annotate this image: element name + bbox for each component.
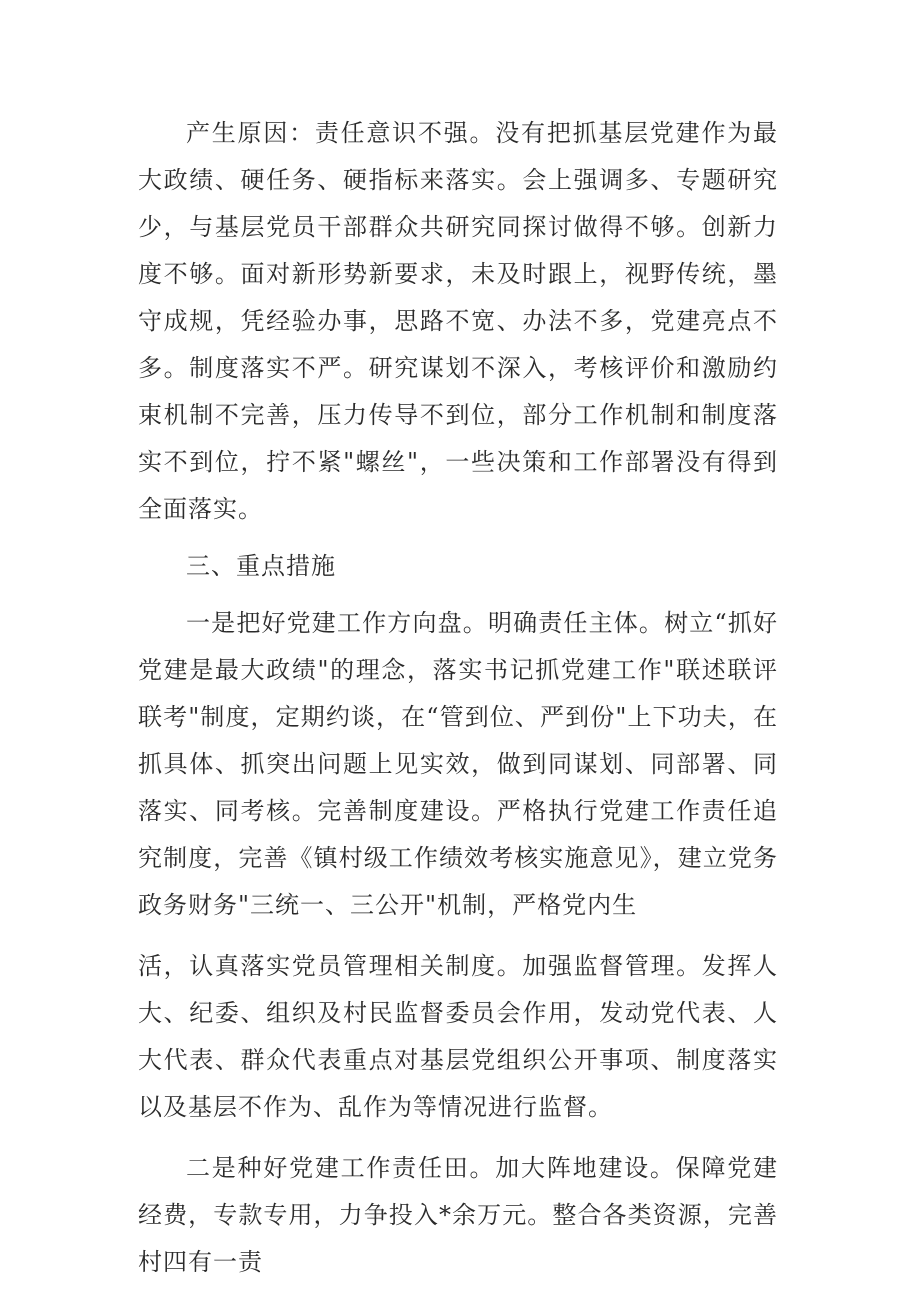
paragraph-measure-two: 二是种好党建工作责任田。加大阵地建设。保障党建经费，专款专用，力争投入*余万元。整合各类资源，完善村四有一责 [138, 1154, 778, 1276]
paragraph-measure-one: 一是把好党建工作方向盘。明确责任主体。树立“抓好党建是最大政绩"的理念，落实书记抓党建工作"联述联评联考"制度，定期约谈，在“管到位、严到份"上下功夫，在抓具体、抓突出问题上见实效，做到同谋划、同部署、同落实、同考核。完善制度建设。严格执行党建工作责任追究制度，完善《镇村级工作绩效考核实施意见》，建立党务政务财务"三统一、三公开"机制，严格党内生 [138, 609, 778, 919]
document-body [138, 110, 778, 1286]
paragraph-causes: 产生原因：责任意识不强。没有把抓基层党建作为最大政绩、硬任务、硬指标来落实。会上强调多、专题研究少，与基层党员干部群众共研究同探讨做得不够。创新力度不够。面对新形势新要求，未及时跟上，视野传统，墨守成规，凭经验办事，思路不宽、办法不多，党建亮点不多。制度落实不严。研究谋划不深入，考核评价和激励约束机制不完善，压力传导不到位，部分工作机制和制度落实不到位，拧不紧"螺丝"，一些决策和工作部署没有得到全面落实。 [138, 119, 778, 523]
paragraph-measure-one-continued: 活，认真落实党员管理相关制度。加强监督管理。发挥人大、纪委、组织及村民监督委员会作用，发动党代表、人大代表、群众代表重点对基层党组织公开事项、制度落实以及基层不作为、乱作为等情况进行监督。 [138, 952, 778, 1121]
section-heading: 三、重点措施 [186, 552, 336, 580]
